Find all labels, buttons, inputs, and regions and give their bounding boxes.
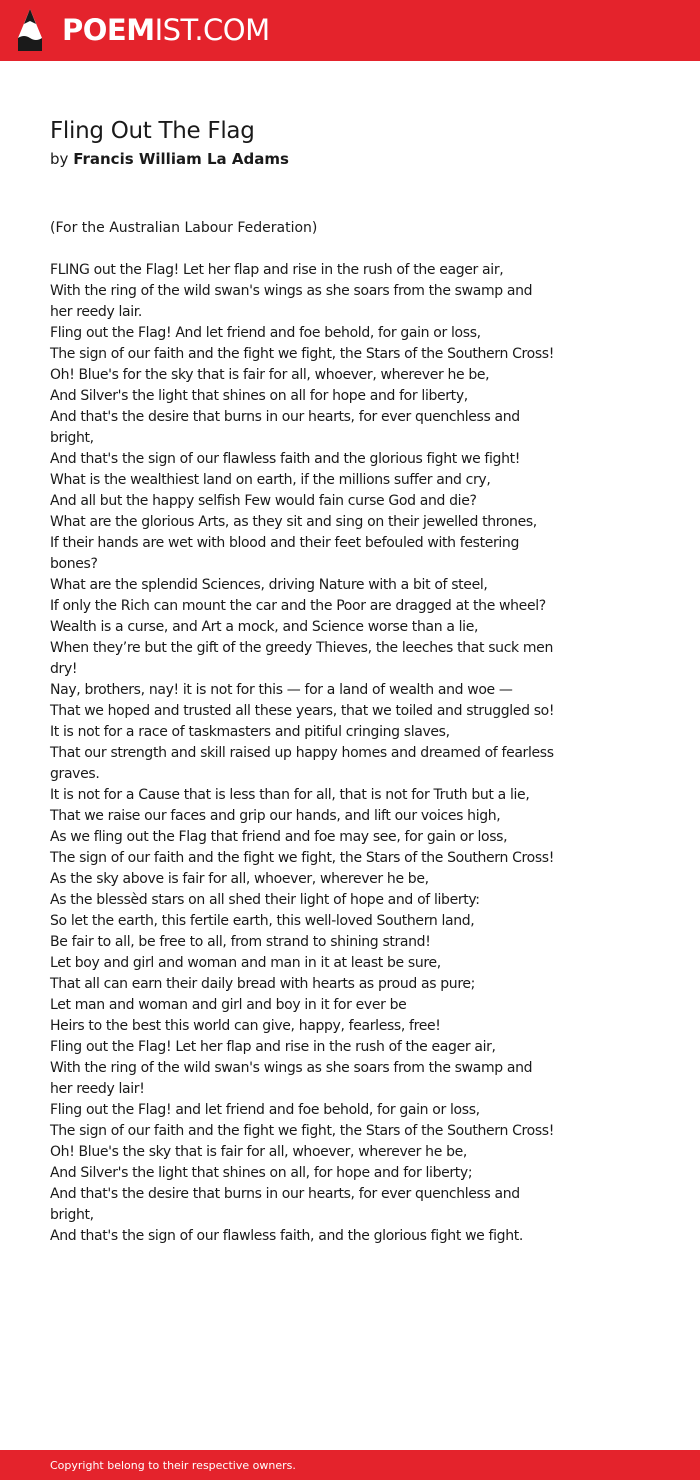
site-footer [0,1450,700,1480]
poem-line: With the ring of the wild swan's wings as she soars from the swamp and her reedy lair! [50,1060,533,1097]
poem-line: The sign of our faith and the fight we fight, the Stars of the Southern Cross! [50,850,554,866]
poem-line: So let the earth, this fertile earth, this well-loved Southern land, [50,913,475,929]
poem-line: It is not for a race of taskmasters and pitiful cringing slaves, [50,724,450,740]
site-logo[interactable] [62,12,270,48]
poem-line: If only the Rich can mount the car and the Poor are dragged at the wheel? [50,598,546,614]
poem-line: That our strength and skill raised up happy homes and dreamed of fearless graves. [50,745,554,782]
poem-line: As we fling out the Flag that friend and foe may see, for gain or loss, [50,829,508,845]
by-label: by [50,150,69,168]
poem-line: FLING out the Flag! Let her flap and rise in the rush of the eager air, [50,262,504,278]
poem-line: And that's the sign of our flawless faith, and the glorious fight we fight. [50,1228,523,1244]
byline [50,148,560,170]
poem-line: Be fair to all, be free to all, from strand to shining strand! [50,934,431,950]
poem-line: Let man and woman and girl and boy in it for ever be [50,997,407,1013]
poem-title: Fling Out The Flag [50,118,255,144]
poem-line: As the blessèd stars on all shed their light of hope and of liberty: [50,892,480,908]
poem-line: Fling out the Flag! Let her flap and rise in the rush of the eager air, [50,1039,496,1055]
poem-line: The sign of our faith and the fight we fight, the Stars of the Southern Cross! [50,1123,554,1139]
poem-line: The sign of our faith and the fight we fight, the Stars of the Southern Cross! [50,346,554,362]
poem-line: And that's the desire that burns in our hearts, for ever quenchless and bright, [50,409,520,446]
logo-light-text: IST.COM [154,13,270,47]
poem-line: Fling out the Flag! And let friend and foe behold, for gain or loss, [50,325,481,341]
poem-line: That we raise our faces and grip our hands, and lift our voices high, [50,808,501,824]
poem-line: What is the wealthiest land on earth, if the millions suffer and cry, [50,472,491,488]
poem-dedication: (For the Australian Labour Federation) [50,220,318,236]
poem-line: And Silver's the light that shines on all for hope and for liberty, [50,388,468,404]
logo-bold-text: POEM [62,13,155,47]
poem-body [50,260,555,1247]
poem-line: Wealth is a curse, and Art a mock, and Science worse than a lie, [50,619,479,635]
poem-line: And all but the happy selfish Few would fain curse God and die? [50,493,477,509]
poem-line: As the sky above is fair for all, whoever, wherever he be, [50,871,429,887]
poem-line: When they’re but the gift of the greedy Thieves, the leeches that suck men dry! [50,640,553,677]
poem-line: With the ring of the wild swan's wings as she soars from the swamp and her reedy lair. [50,283,533,320]
poem-line: That we hoped and trusted all these years, that we toiled and struggled so! [50,703,555,719]
poem-line: Oh! Blue's for the sky that is fair for all, whoever, wherever he be, [50,367,490,383]
poem-line: And that's the desire that burns in our hearts, for ever quenchless and bright, [50,1186,520,1223]
poem-heading [50,114,560,170]
poem-line: Nay, brothers, nay! it is not for this — for a land of wealth and woe — [50,682,513,698]
poem-line: Oh! Blue's the sky that is fair for all, whoever, wherever he be, [50,1144,467,1160]
poem-line: And that's the sign of our flawless faith and the glorious fight we fight! [50,451,521,467]
poem-line: And Silver's the light that shines on all, for hope and for liberty; [50,1165,473,1181]
poem-line: What are the glorious Arts, as they sit and sing on their jewelled thrones, [50,514,537,530]
site-header [0,0,700,61]
pencil-tip-icon[interactable] [17,8,43,52]
author-name: Francis William La Adams [73,150,289,168]
copyright-notice: Copyright belong to their respective owners. [50,1459,296,1472]
poem-line: What are the splendid Sciences, driving Nature with a bit of steel, [50,577,488,593]
poem-line: That all can earn their daily bread with hearts as proud as pure; [50,976,476,992]
poem-line: It is not for a Cause that is less than for all, that is not for Truth but a lie, [50,787,530,803]
poem-line: Fling out the Flag! and let friend and foe behold, for gain or loss, [50,1102,480,1118]
poem-line: If their hands are wet with blood and their feet befouled with festering bones? [50,535,519,572]
poem-line: Heirs to the best this world can give, happy, fearless, free! [50,1018,441,1034]
poem-line: Let boy and girl and woman and man in it at least be sure, [50,955,441,971]
